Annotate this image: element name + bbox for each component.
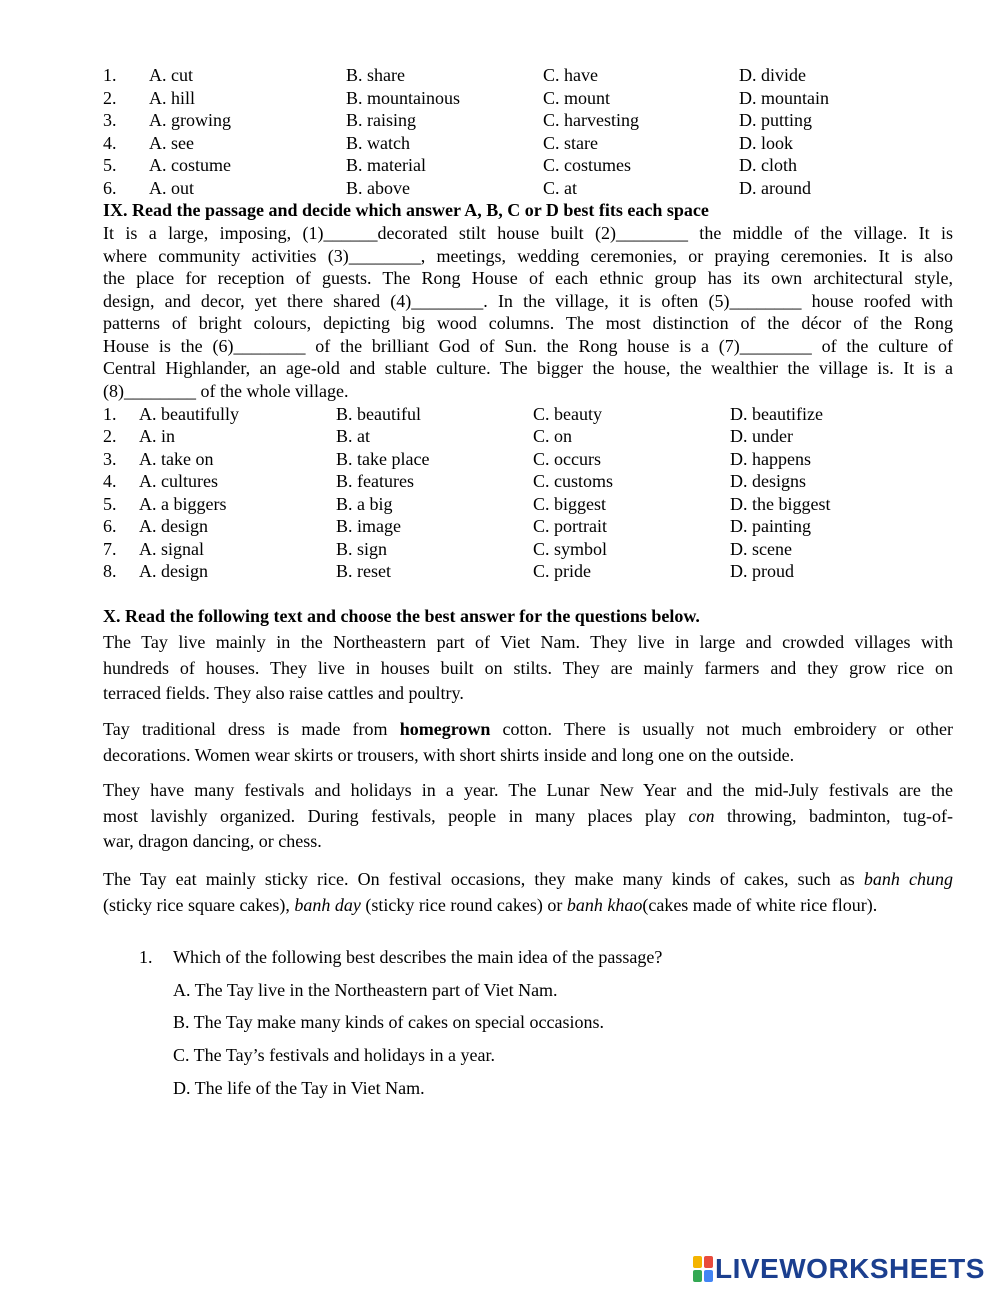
option-b: B. at	[336, 426, 370, 446]
option-c: C. stare	[543, 133, 598, 153]
option-d: D. putting	[739, 110, 813, 130]
option-a: A. cultures	[139, 471, 218, 491]
option-a: A. take on	[139, 449, 214, 469]
section-x-paragraph-2: Tay traditional dress is made from homegrown cotton. There is usually not much embroidery or other decorations. Women wear skirts or trousers, with short shirts inside and long one on the outside.	[103, 719, 953, 765]
option-c: C. have	[543, 65, 598, 85]
option-d: D. painting	[730, 516, 811, 536]
section-ix-passage	[103, 222, 953, 402]
option-a: A. design	[139, 561, 208, 581]
option-d: D. cloth	[739, 155, 797, 175]
option-b: B. beautiful	[336, 404, 421, 424]
option-b: B. raising	[346, 110, 416, 130]
section-x-paragraph-3: They have many festivals and holidays in a year. The Lunar New Year and the mid-July festivals are the most lavishly organized. During festivals, people in many places play con throwing, badminton, tug-of- war, dragon dancing, or chess.	[103, 780, 953, 851]
option-a: A. cut	[149, 65, 193, 85]
bold-word: homegrown	[399, 719, 491, 739]
passage-line: House is the (6)________ of the brilliant God of Sun. the Rong house is a (7)________ of the culture of	[103, 335, 953, 356]
option-a: A. out	[149, 178, 194, 198]
passage-line: It is a large, imposing, (1)______decorated stilt house built (2)________ the middle of the village. It is	[103, 223, 953, 243]
passage-line: the place for reception of guests. The Rong House of each ethnic group has its own architectural style,	[103, 268, 953, 288]
option-c: C. portrait	[533, 516, 607, 536]
option-b: B. reset	[336, 561, 391, 581]
option-b: B. features	[336, 471, 414, 491]
passage-line: (8)________ of the whole village.	[103, 380, 349, 401]
option-d: D. mountain	[739, 88, 829, 108]
option-c: C. at	[543, 178, 577, 198]
option-b: B. mountainous	[346, 88, 461, 108]
option-b: B. sign	[336, 539, 388, 559]
option-a: A. in	[139, 426, 175, 446]
option-a: A. growing	[149, 110, 231, 130]
option-c: C. symbol	[533, 539, 608, 559]
option-b: B. share	[346, 65, 405, 85]
option-d: D. proud	[730, 561, 794, 581]
option-b: B. material	[346, 155, 426, 175]
option-d: D. look	[739, 133, 793, 153]
answer-option-c[interactable]: C. The Tay’s festivals and holidays in a year.	[173, 1045, 496, 1065]
option-d: D. divide	[739, 65, 806, 85]
option-d: D. scene	[730, 539, 792, 559]
passage-line: where community activities (3)________, meetings, wedding ceremonies, or praying ceremonies. It is also	[103, 245, 953, 266]
option-c: C. harvesting	[543, 110, 639, 130]
section-x-paragraph-4: The Tay eat mainly sticky rice. On festival occasions, they make many kinds of cakes, such as banh chung (sticky rice square cakes), banh day (sticky rice round cakes) or banh khao(cakes made of white rice flour).	[103, 869, 953, 915]
option-c: C. biggest	[533, 494, 607, 514]
section-x-heading: X. Read the following text and choose the best answer for the questions below.	[103, 606, 700, 626]
answer-option-d[interactable]: D. The life of the Tay in Viet Nam.	[173, 1078, 425, 1098]
option-b: B. image	[336, 516, 401, 536]
option-b: B. a big	[336, 494, 393, 514]
section-ix-heading: IX. Read the passage and decide which answer A, B, C or D best fits each space	[103, 200, 709, 220]
option-b: B. take place	[336, 449, 430, 469]
question-text: Which of the following best describes the main idea of the passage?	[173, 947, 663, 967]
worksheet-page: 1. A. cut B. share C. have D. divide 2. A. hill B. mountainous C. mount D. mountain 3. A. growing B. raising C. harvesting D. putting 4. A. see B. watch C. stare D. look 5. A. costume B. material C. costumes D. cloth 6. A. out B. above C. at D. around IX. Read the passage and decide which answer A, B, C or D best fits each space It is a large, imposing, (1)______decorated stilt house built (2)________ the middle of the village. It is where community activities (3)________, meetings, wedding ceremonies, or praying ceremonies. It is also the place for reception of guests. The Rong House of each ethnic group has its own architectural style, design, and decor, yet there shared (4)________. In the village, it is often (5)________ house roofed with patterns of bright colours, depicting big wood columns. The most distinction of the décor of the Rong House is the (6)________ of the brilliant God of Sun. the Rong house is a (7)________ of the culture of Central Highlander, an age-old and stable culture. The bigger the house, the wealthier the village is. It is a (8)________ of the whole village. 1. A. beautifully B. beautiful C. beauty D. beautifize 2. A. in B. at C. on D. under 3. A. take on B. take place C. occurs D. happens 4. A. cultures B. features C. customs D. designs 5. A. a biggers B. a big C. biggest D. the biggest 6. A. design B. image C. portrait D. painting 7. A. signal B. sign C. symbol D. scene 8. A. design B. reset C. pride D. proud X. Read the following text and choose the best answer for the questions below. The Tay live mainly in the Northeastern part of Viet Nam. They live in large and crowded villages with hundreds of houses. They live in houses built on stilts. They are mainly farmers and they grow rice on terraced fields. They also raise cattles and poultry. Tay traditional dress is made from homegrown cotton. There is usually not much embroidery or other decorations. Women wear skirts or trousers, with short shirts inside and long one on the outside. They have many festivals and holidays in a year. The Lunar New Year and the mid-July festivals are the most lavishly organized. During festivals, people in many places play con throwing, badminton, tug-of- war, dragon dancing, or chess. The Tay eat mainly sticky rice. On festival occasions, they make many kinds of cakes, such as banh chung (sticky rice square cakes), banh day (sticky rice round cakes) or banh khao(cakes made of white rice flour). 1. Which of the following best describes the main idea of the passage? A. The Tay live in the Northeastern part of Viet Nam. B. The Tay make many kinds of cakes on special occasions. C. The Tay’s festivals and holidays in a year. D. The life of the Tay in Viet Nam. LIVEWORKSHEETS	[103, 65, 985, 1284]
passage-line: design, and decor, yet there shared (4)________. In the village, it is often (5)________ house roofed with	[103, 290, 953, 311]
option-c: C. occurs	[533, 449, 601, 469]
section-x-paragraph-1: The Tay live mainly in the Northeastern part of Viet Nam. They live in large and crowded villages with hundreds of houses. They live in houses built on stilts. They are mainly farmers and they grow rice on terraced fields. They also raise cattles and poultry.	[103, 632, 953, 703]
option-c: C. mount	[543, 88, 611, 108]
passage-line: patterns of bright colours, depicting big wood columns. The most distinction of the décor of the Rong	[103, 313, 953, 333]
option-d: D. designs	[730, 471, 806, 491]
option-b: B. watch	[346, 133, 410, 153]
option-a: A. hill	[149, 88, 196, 108]
option-a: A. beautifully	[139, 404, 239, 424]
option-a: A. costume	[149, 155, 231, 175]
liveworksheets-logo	[693, 1254, 985, 1284]
option-d: D. under	[730, 426, 793, 446]
option-c: C. customs	[533, 471, 614, 491]
answer-option-a[interactable]: A. The Tay live in the Northeastern part of Viet Nam.	[173, 980, 558, 1000]
option-d: D. happens	[730, 449, 811, 469]
option-c: C. on	[533, 426, 573, 446]
option-c: C. costumes	[543, 155, 631, 175]
option-d: D. around	[739, 178, 811, 198]
option-d: D. beautifize	[730, 404, 823, 424]
option-a: A. signal	[139, 539, 204, 559]
logo-mark-icon	[693, 1256, 713, 1282]
option-a: A. a biggers	[139, 494, 227, 514]
option-c: C. pride	[533, 561, 591, 581]
logo-text: LIVEWORKSHEETS	[715, 1253, 985, 1284]
option-a: A. see	[149, 133, 194, 153]
option-a: A. design	[139, 516, 208, 536]
option-c: C. beauty	[533, 404, 602, 424]
passage-line: Central Highlander, an age-old and stable culture. The bigger the house, the wealthier the village is. It is a	[103, 358, 953, 378]
option-b: B. above	[346, 178, 410, 198]
answer-option-b[interactable]: B. The Tay make many kinds of cakes on special occasions.	[173, 1012, 604, 1032]
option-d: D. the biggest	[730, 494, 831, 514]
question-number: 1.	[139, 947, 153, 967]
